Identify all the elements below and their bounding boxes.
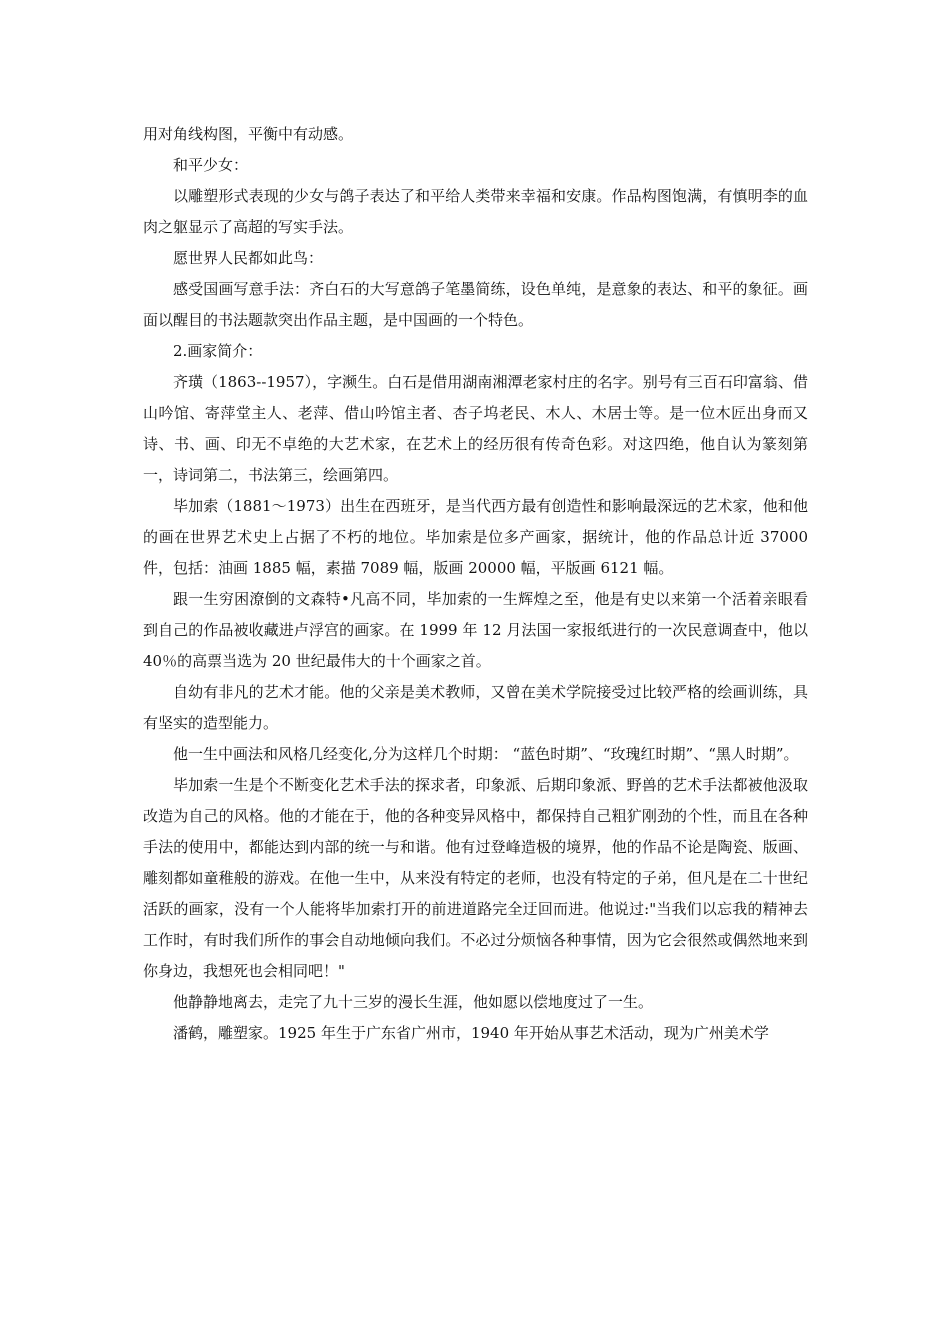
paragraph-picasso-periods: 他一生中画法和风格几经变化,分为这样几个时期： “蓝色时期”、“玫瑰红时期”、“黑人时期”。 <box>173 745 799 763</box>
paragraph-ink-painting: 感受国画写意手法：齐白石的大写意鸽子笔墨简练，设色单纯，是意象的表达、和平的象征。画面以醒目的书法题款突出作品主题，是中国画的一个特色。 <box>143 280 808 329</box>
heading-artist-intro: 2.画家简介： <box>173 342 263 360</box>
paragraph-picasso-talent: 自幼有非凡的艺术才能。他的父亲是美术教师，又曾在美术学院接受过比较严格的绘画训练，具有坚实的造型能力。 <box>143 683 808 732</box>
document-body <box>143 119 808 1049</box>
paragraph-picasso-intro: 毕加索（1881～1973）出生在西班牙，是当代西方最有创造性和影响最深远的艺术家，他和他的画在世界艺术史上占据了不朽的地位。毕加索是位多产画家，据统计，他的作品总计近 37000 件，包括：油画 1885 幅，素描 7089 幅，版画 20000 幅，平版画 6121 幅。 <box>143 497 808 577</box>
heading-world-people: 愿世界人民都如此鸟： <box>173 249 324 267</box>
paragraph-composition-note: 用对角线构图，平衡中有动感。 <box>143 125 354 143</box>
paragraph-qi-baishi: 齐璜（1863--1957），字濒生。白石是借用湖南湘潭老家村庄的名字。别号有三百石印富翁、借山吟馆、寄萍堂主人、老萍、借山吟馆主者、杏子坞老民、木人、木居士等。是一位木匠出身而又诗、书、画、印无不卓绝的大艺术家，在艺术上的经历很有传奇色彩。对这四绝，他自认为篆刻第一，诗词第二，书法第三，绘画第四。 <box>143 373 808 484</box>
paragraph-peace-girl: 以雕塑形式表现的少女与鸽子表达了和平给人类带来幸福和安康。作品构图饱满，有慎明李的血肉之躯显示了高超的写实手法。 <box>143 187 808 236</box>
paragraph-picasso-death: 他静静地离去，走完了九十三岁的漫长生涯，他如愿以偿地度过了一生。 <box>173 993 654 1011</box>
paragraph-picasso-fame: 跟一生穷困潦倒的文森特•凡高不同，毕加索的一生辉煌之至，他是有史以来第一个活着亲眼看到自己的作品被收藏进卢浮宫的画家。在 1999 年 12 月法国一家报纸进行的一次民意调查中，他以 40％的高票当选为 20 世纪最伟大的十个画家之首。 <box>143 590 808 670</box>
paragraph-picasso-style: 毕加索一生是个不断变化艺术手法的探求者，印象派、后期印象派、野兽的艺术手法都被他汲取改造为自己的风格。他的才能在于，他的各种变异风格中，都保持自己粗犷刚劲的个性，而且在各种手法的使用中，都能达到内部的统一与和谐。他有过登峰造极的境界，他的作品不论是陶瓷、版画、雕刻都如童稚般的游戏。在他一生中，从来没有特定的老师，也没有特定的子弟，但凡是在二十世纪活跃的画家，没有一个人能将毕加索打开的前进道路完全迂回而进。他说过:"当我们以忘我的精神去工作时，有时我们所作的事会自动地倾向我们。不必过分烦恼各种事情，因为它会很然或偶然地来到你身边，我想死也会相同吧！" <box>143 776 808 980</box>
paragraph-pan-he: 潘鹤，雕塑家。1925 年生于广东省广州市，1940 年开始从事艺术活动，现为广州美术学 <box>173 1024 769 1042</box>
heading-peace-girl: 和平少女： <box>173 156 249 174</box>
